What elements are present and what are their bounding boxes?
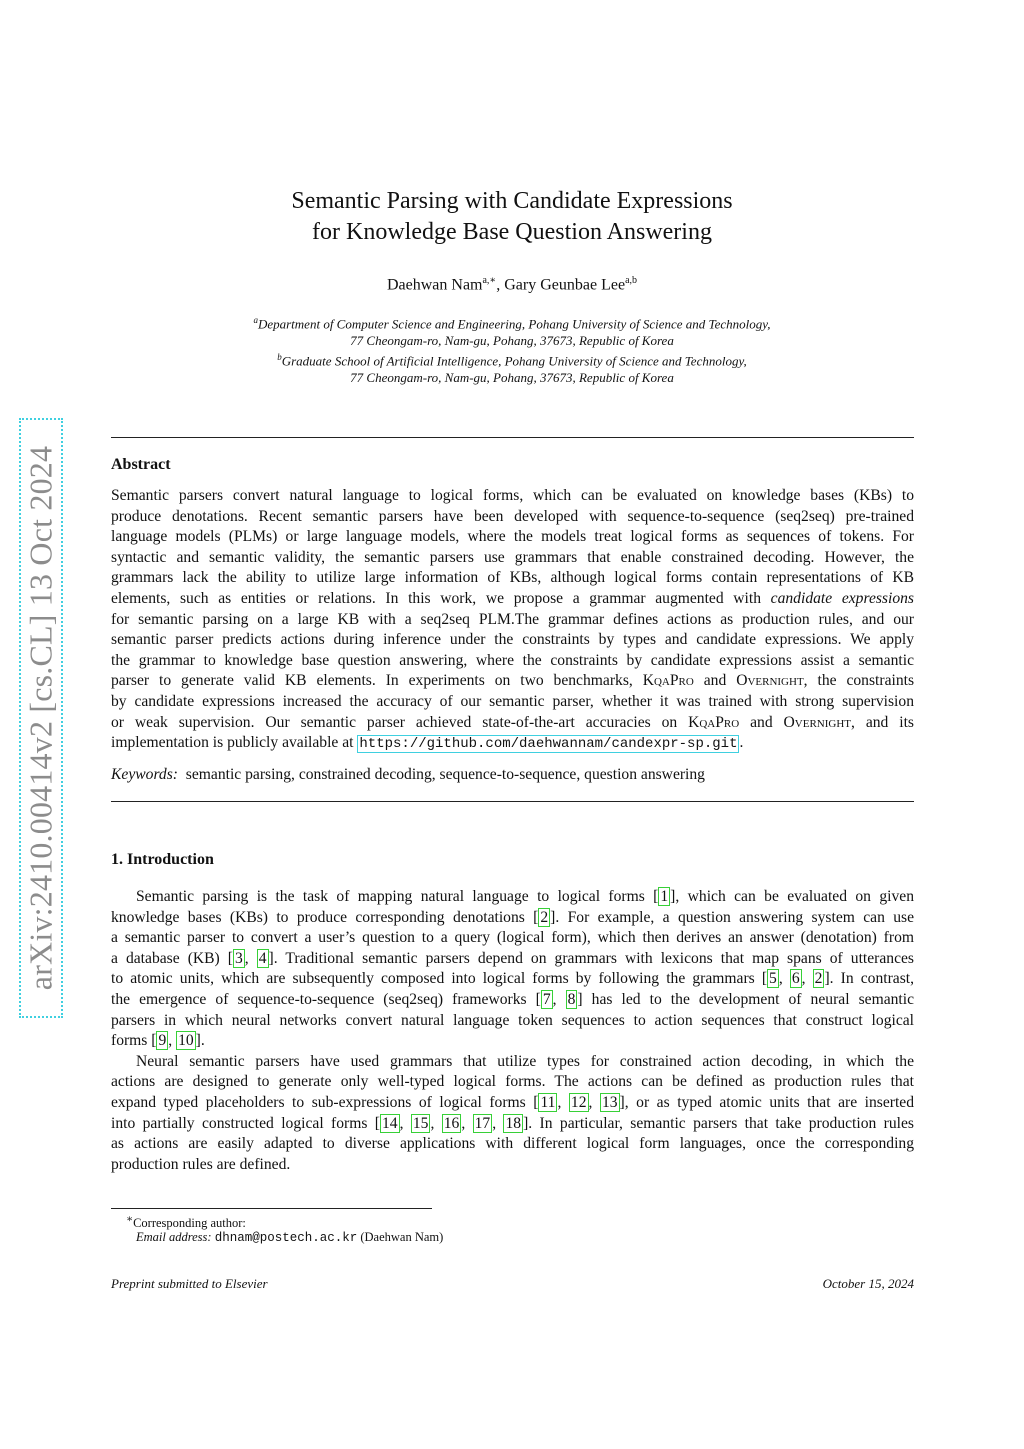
intro-text: Semantic parsing is the task of mapping natural language to logical forms [ [136, 888, 659, 905]
citation-separator: , [801, 970, 813, 988]
citation-separator: , [552, 990, 566, 1008]
intro-line [111, 1114, 914, 1135]
abstract-line [111, 713, 914, 734]
intro-line [111, 969, 914, 990]
intro-line [111, 1031, 914, 1052]
intro-text: into partially constructed logical forms [ [111, 1114, 380, 1132]
abstract-text: , and its [851, 713, 914, 731]
abstract-text: implementation is publicly available at [111, 734, 358, 752]
abstract-bottom-rule [111, 801, 914, 802]
author-list [0, 275, 1024, 294]
abstract-top-rule [111, 437, 914, 438]
intro-line [111, 1093, 914, 1114]
citation-link[interactable]: 6 [791, 970, 800, 988]
abstract-text: parser to generate valid KB elements. In experiments on two benchmarks, [111, 672, 643, 690]
citation-separator: , [588, 1093, 600, 1111]
footnote-email-address[interactable]: dhnam@postech.ac.kr [214, 1231, 358, 1245]
intro-line: actions are designed to generate only well-typed logical forms. The actions can be defined as production rules that [111, 1073, 914, 1091]
kqapro-name: KqaPro [688, 713, 740, 731]
intro-text: to atomic units, which are subsequently composed into logical forms by following the grammars [ [111, 970, 768, 988]
intro-text: ]. In contrast, [824, 970, 914, 988]
citation-link[interactable]: 14 [381, 1114, 398, 1132]
citation-link[interactable]: 5 [769, 970, 777, 988]
citation-link[interactable]: 1 [660, 888, 669, 905]
footnote-email-name: (Daehwan Nam) [357, 1230, 444, 1244]
title-line-2: for Knowledge Base Question Answering [312, 219, 712, 245]
arxiv-stamp-text: arXiv:2410.00414v2 [cs.CL] 13 Oct 2024 [22, 445, 59, 991]
keywords-text: semantic parsing, constrained decoding, sequence-to-sequence, question answering [185, 766, 705, 783]
citation-link[interactable]: 10 [178, 1032, 194, 1050]
citation-link[interactable]: 9 [158, 1032, 167, 1050]
affiliation-b-address: 77 Cheongam-ro, Nam-gu, Pohang, 37673, Republic of Korea [350, 369, 674, 385]
intro-text: knowledge bases (KBs) to produce corresponding denotations [ [111, 908, 539, 926]
citation-link[interactable]: 8 [567, 990, 576, 1008]
citation-link[interactable]: 2 [540, 908, 549, 926]
keywords [111, 766, 705, 784]
intro-line [111, 887, 914, 908]
citation-separator: , [778, 970, 790, 988]
citation-separator: , [430, 1114, 442, 1132]
abstract-line [111, 589, 914, 610]
abstract-line: semantic parser predicts actions during inference under the constraints by types and candidate expressions. We apply [111, 631, 914, 649]
author-2-affil-mark: a,b [625, 275, 638, 286]
affiliation-b-line-1: Graduate School of Artificial Intelligence, Pohang University of Science and Technology, [281, 353, 747, 369]
citation-separator: , [461, 1114, 473, 1132]
intro-line [111, 990, 914, 1011]
citation-link[interactable]: 2 [814, 970, 823, 988]
abstract-line: language models (PLMs) or large language models, where the models treat logical forms as sequences of tokens. For [111, 528, 914, 546]
citation-link[interactable]: 15 [412, 1114, 429, 1132]
affiliations [0, 312, 1024, 386]
intro-text: ] has led to the development of neural semantic [577, 990, 914, 1008]
abstract-line: produce denotations. Recent semantic parsers have been developed with sequence-to-sequence (seq2seq) pre-trained [111, 507, 914, 525]
overnight-name: Overnight [736, 672, 804, 690]
abstract-text: elements, such as entities or relations. In this work, we propose a grammar augmented with [111, 589, 771, 607]
affiliation-b [0, 349, 1024, 370]
footnote-mark: ∗ [126, 1214, 134, 1225]
citation-link[interactable]: 3 [234, 949, 243, 967]
abstract-text: or weak supervision. Our semantic parser achieved state-of-the-art accuracies on [111, 713, 689, 731]
intro-text: ]. [195, 1032, 205, 1050]
author-1: Daehwan Nam [386, 276, 483, 294]
author-2: Gary Geunbae Lee [504, 276, 626, 294]
citation-link[interactable]: 7 [542, 990, 551, 1008]
intro-line: Neural semantic parsers have used grammars that utilize types for constrained action decoding, in which the [136, 1052, 914, 1070]
intro-line: a semantic parser to convert a user’s question to a query (logical form), which then derives an answer (denotation) from [111, 929, 914, 947]
intro-line [111, 908, 914, 929]
intro-text: forms [ [111, 1032, 157, 1050]
intro-text: ]. Traditional semantic parsers depend on grammars with lexicons that map spans of utterances [268, 949, 914, 967]
kqapro-name: KqaPro [642, 672, 694, 690]
section-heading-introduction: 1. Introduction [111, 851, 214, 868]
citation-link[interactable]: 18 [505, 1114, 522, 1132]
keywords-label: Keywords: [111, 766, 178, 783]
citation-link[interactable]: 12 [570, 1093, 587, 1111]
affiliation-a [0, 312, 1024, 333]
intro-text: expand typed placeholders to sub-expressions of logical forms [ [111, 1093, 539, 1111]
footer-preprint-note: Preprint submitted to Elsevier [111, 1276, 268, 1291]
abstract-text: . [739, 734, 744, 752]
abstract-line: by candidate expressions increased the accuracy of our semantic parser, whether it was trained with strong supervision [111, 692, 914, 710]
footnote-text: Corresponding author: [133, 1216, 246, 1231]
citation-link[interactable]: 4 [258, 949, 267, 967]
intro-text: ], or as typed atomic units that are inserted [619, 1093, 914, 1111]
abstract-line [111, 671, 914, 692]
abstract-emphasis: candidate expressions [770, 589, 914, 607]
abstract-line: the grammar to knowledge base question answering, where the constraints by candidate expressions assist a semantic [111, 651, 914, 669]
affiliation-a-line-1: Department of Computer Science and Engineering, Pohang University of Science and Technology, [257, 316, 771, 332]
intro-text: a database (KB) [ [111, 949, 233, 967]
abstract-line: syntactic and semantic validity, the semantic parsers use grammars that enable constrained decoding. However, the [111, 548, 914, 566]
citation-separator: , [168, 1032, 177, 1050]
abstract-line: grammars lack the ability to utilize large information of KBs, although logical forms contain representations of KB [111, 569, 914, 587]
intro-text: the emergence of sequence-to-sequence (seq2seq) frameworks [ [111, 990, 541, 1008]
arxiv-stamp[interactable] [2, 418, 62, 1020]
title-line-1: Semantic Parsing with Candidate Expressions [291, 188, 733, 214]
abstract-text: and [693, 672, 737, 690]
citation-link[interactable]: 13 [601, 1093, 618, 1111]
intro-text: ]. For example, a question answering system can use [550, 908, 914, 926]
abstract-line: for semantic parsing on a large KB with a seq2seq PLM.The grammar defines actions as production rules, and our [111, 610, 914, 628]
author-separator: , [496, 276, 505, 294]
citation-link[interactable]: 16 [443, 1114, 460, 1132]
github-link[interactable]: https://github.com/daehwannam/candexpr-sp.git [359, 736, 738, 753]
paper-title [0, 186, 1024, 248]
intro-text: ], which can be evaluated on given [670, 888, 914, 905]
footnote-rule [111, 1208, 432, 1209]
affiliation-a-address: 77 Cheongam-ro, Nam-gu, Pohang, 37673, Republic of Korea [350, 332, 674, 348]
footer-date: October 15, 2024 [822, 1276, 914, 1291]
overnight-name: Overnight [783, 713, 852, 731]
footnote-corresponding [126, 1213, 246, 1231]
citation-separator: , [244, 949, 257, 967]
abstract-line [111, 733, 914, 754]
abstract-heading: Abstract [111, 456, 171, 473]
author-1-affil-mark: a,∗ [482, 275, 497, 286]
introduction-body [111, 887, 914, 1175]
citation-separator: , [557, 1093, 569, 1111]
abstract-body [111, 486, 914, 754]
abstract-line: Semantic parsers convert natural language to logical forms, which can be evaluated on knowledge bases (KBs) to [111, 487, 914, 504]
citation-link[interactable]: 17 [474, 1114, 491, 1132]
intro-line: as actions are easily adapted to diverse applications with different logical form languages, once the corresponding [111, 1135, 914, 1153]
abstract-text: and [739, 713, 784, 731]
affiliation-b-mark: b [277, 351, 282, 362]
affiliation-a-mark: a [253, 315, 258, 325]
intro-text: ]. In particular, semantic parsers that take production rules [523, 1114, 914, 1132]
intro-line: parsers in which neural networks convert natural language token sequences to action sequences that construct logical [111, 1011, 914, 1029]
citation-separator: , [399, 1114, 411, 1132]
citation-separator: , [492, 1114, 504, 1132]
intro-line: production rules are defined. [111, 1155, 291, 1173]
intro-line [111, 949, 914, 970]
abstract-text: , the constraints [803, 672, 914, 690]
footnote-email [136, 1230, 443, 1245]
footnote-email-label: Email address: [136, 1230, 212, 1244]
citation-link[interactable]: 11 [540, 1093, 556, 1111]
